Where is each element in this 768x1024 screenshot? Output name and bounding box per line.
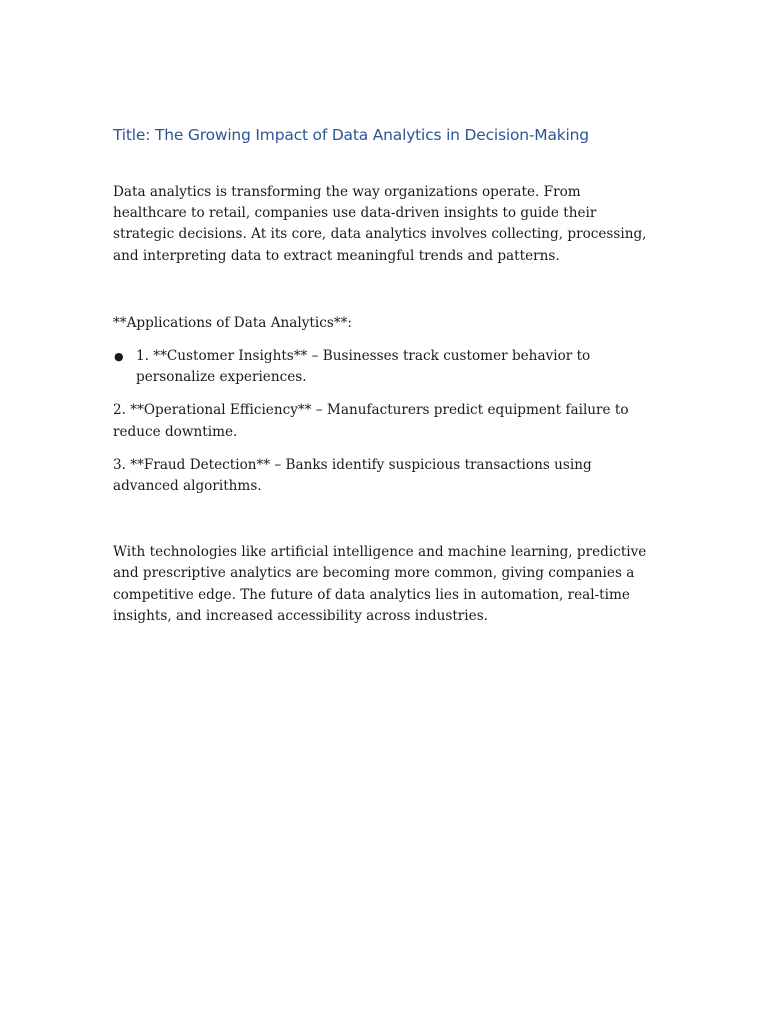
applications-bullet-list bbox=[113, 346, 658, 388]
closing-paragraph: With technologies like artificial intelligence and machine learning, predictive and prescriptive analytics are becoming more common, giving companies a competitive edge. The future of data analytics lies in automation, real-time insights, and increased accessibility across industries. bbox=[113, 544, 647, 624]
document-title: Title: The Growing Impact of Data Analytics in Decision-Making bbox=[113, 126, 589, 144]
list-item-text: 1. **Customer Insights** – Businesses track customer behavior to personalize experiences. bbox=[136, 348, 591, 386]
bullet-icon: ● bbox=[114, 350, 124, 364]
list-item bbox=[113, 346, 658, 388]
document-body bbox=[113, 124, 658, 627]
intro-paragraph: Data analytics is transforming the way organizations operate. From healthcare to retail, companies use data-driven insights to guide their strategic decisions. At its core, data analytics involves collecting, processing, and interpreting data to extract meaningful trends and patterns. bbox=[113, 184, 647, 264]
numbered-item-fraud-detection: 3. **Fraud Detection** – Banks identify suspicious transactions using advanced algorithms. bbox=[113, 456, 592, 495]
applications-heading: **Applications of Data Analytics**: bbox=[113, 314, 352, 331]
numbered-item-operational-efficiency: 2. **Operational Efficiency** – Manufacturers predict equipment failure to reduce downtime. bbox=[113, 402, 629, 440]
